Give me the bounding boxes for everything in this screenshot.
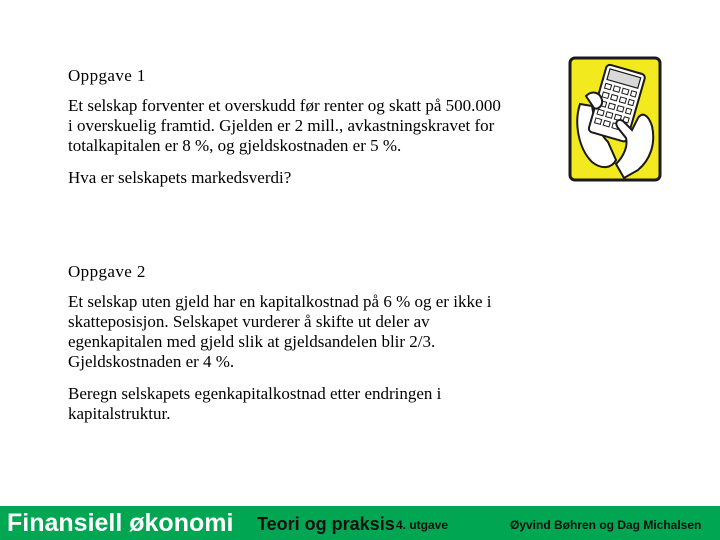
footer-edition: 4. utgave bbox=[396, 518, 449, 532]
footer-subtitle: Teori og praksis bbox=[257, 514, 395, 534]
task-1-question: Hva er selskapets markedsverdi? bbox=[68, 168, 292, 187]
footer-banner bbox=[0, 506, 720, 540]
slide-content bbox=[68, 66, 508, 436]
footer-brand: Finansiell økonomi bbox=[7, 509, 234, 537]
task-1-text: Et selskap forventer et overskudd før renter og skatt på 500.000 i overskuelig framtid. Gjelden er 2 mill., avkastningskravet for totalkapitalen er 8 %, og gjeldskostnaden er 5 %. bbox=[68, 96, 501, 155]
footer-authors: Øyvind Bøhren og Dag Michalsen bbox=[510, 518, 702, 532]
task-2-question: Beregn selskapets egenkapitalkostnad etter endringen i kapitalstruktur. bbox=[68, 384, 442, 423]
task-2-text: Et selskap uten gjeld har en kapitalkostnad på 6 % og er ikke i skatteposisjon. Selskapet vurderer å skifte ut deler av egenkapitalen med gjeld slik at gjeldsandelen blir 2/3. Gjeldskostnaden er 4 %. bbox=[68, 292, 492, 371]
spacer bbox=[68, 200, 508, 262]
task-2-title: Oppgave 2 bbox=[68, 262, 146, 281]
calculator-hands-icon bbox=[568, 56, 662, 182]
task-1-title: Oppgave 1 bbox=[68, 66, 146, 85]
